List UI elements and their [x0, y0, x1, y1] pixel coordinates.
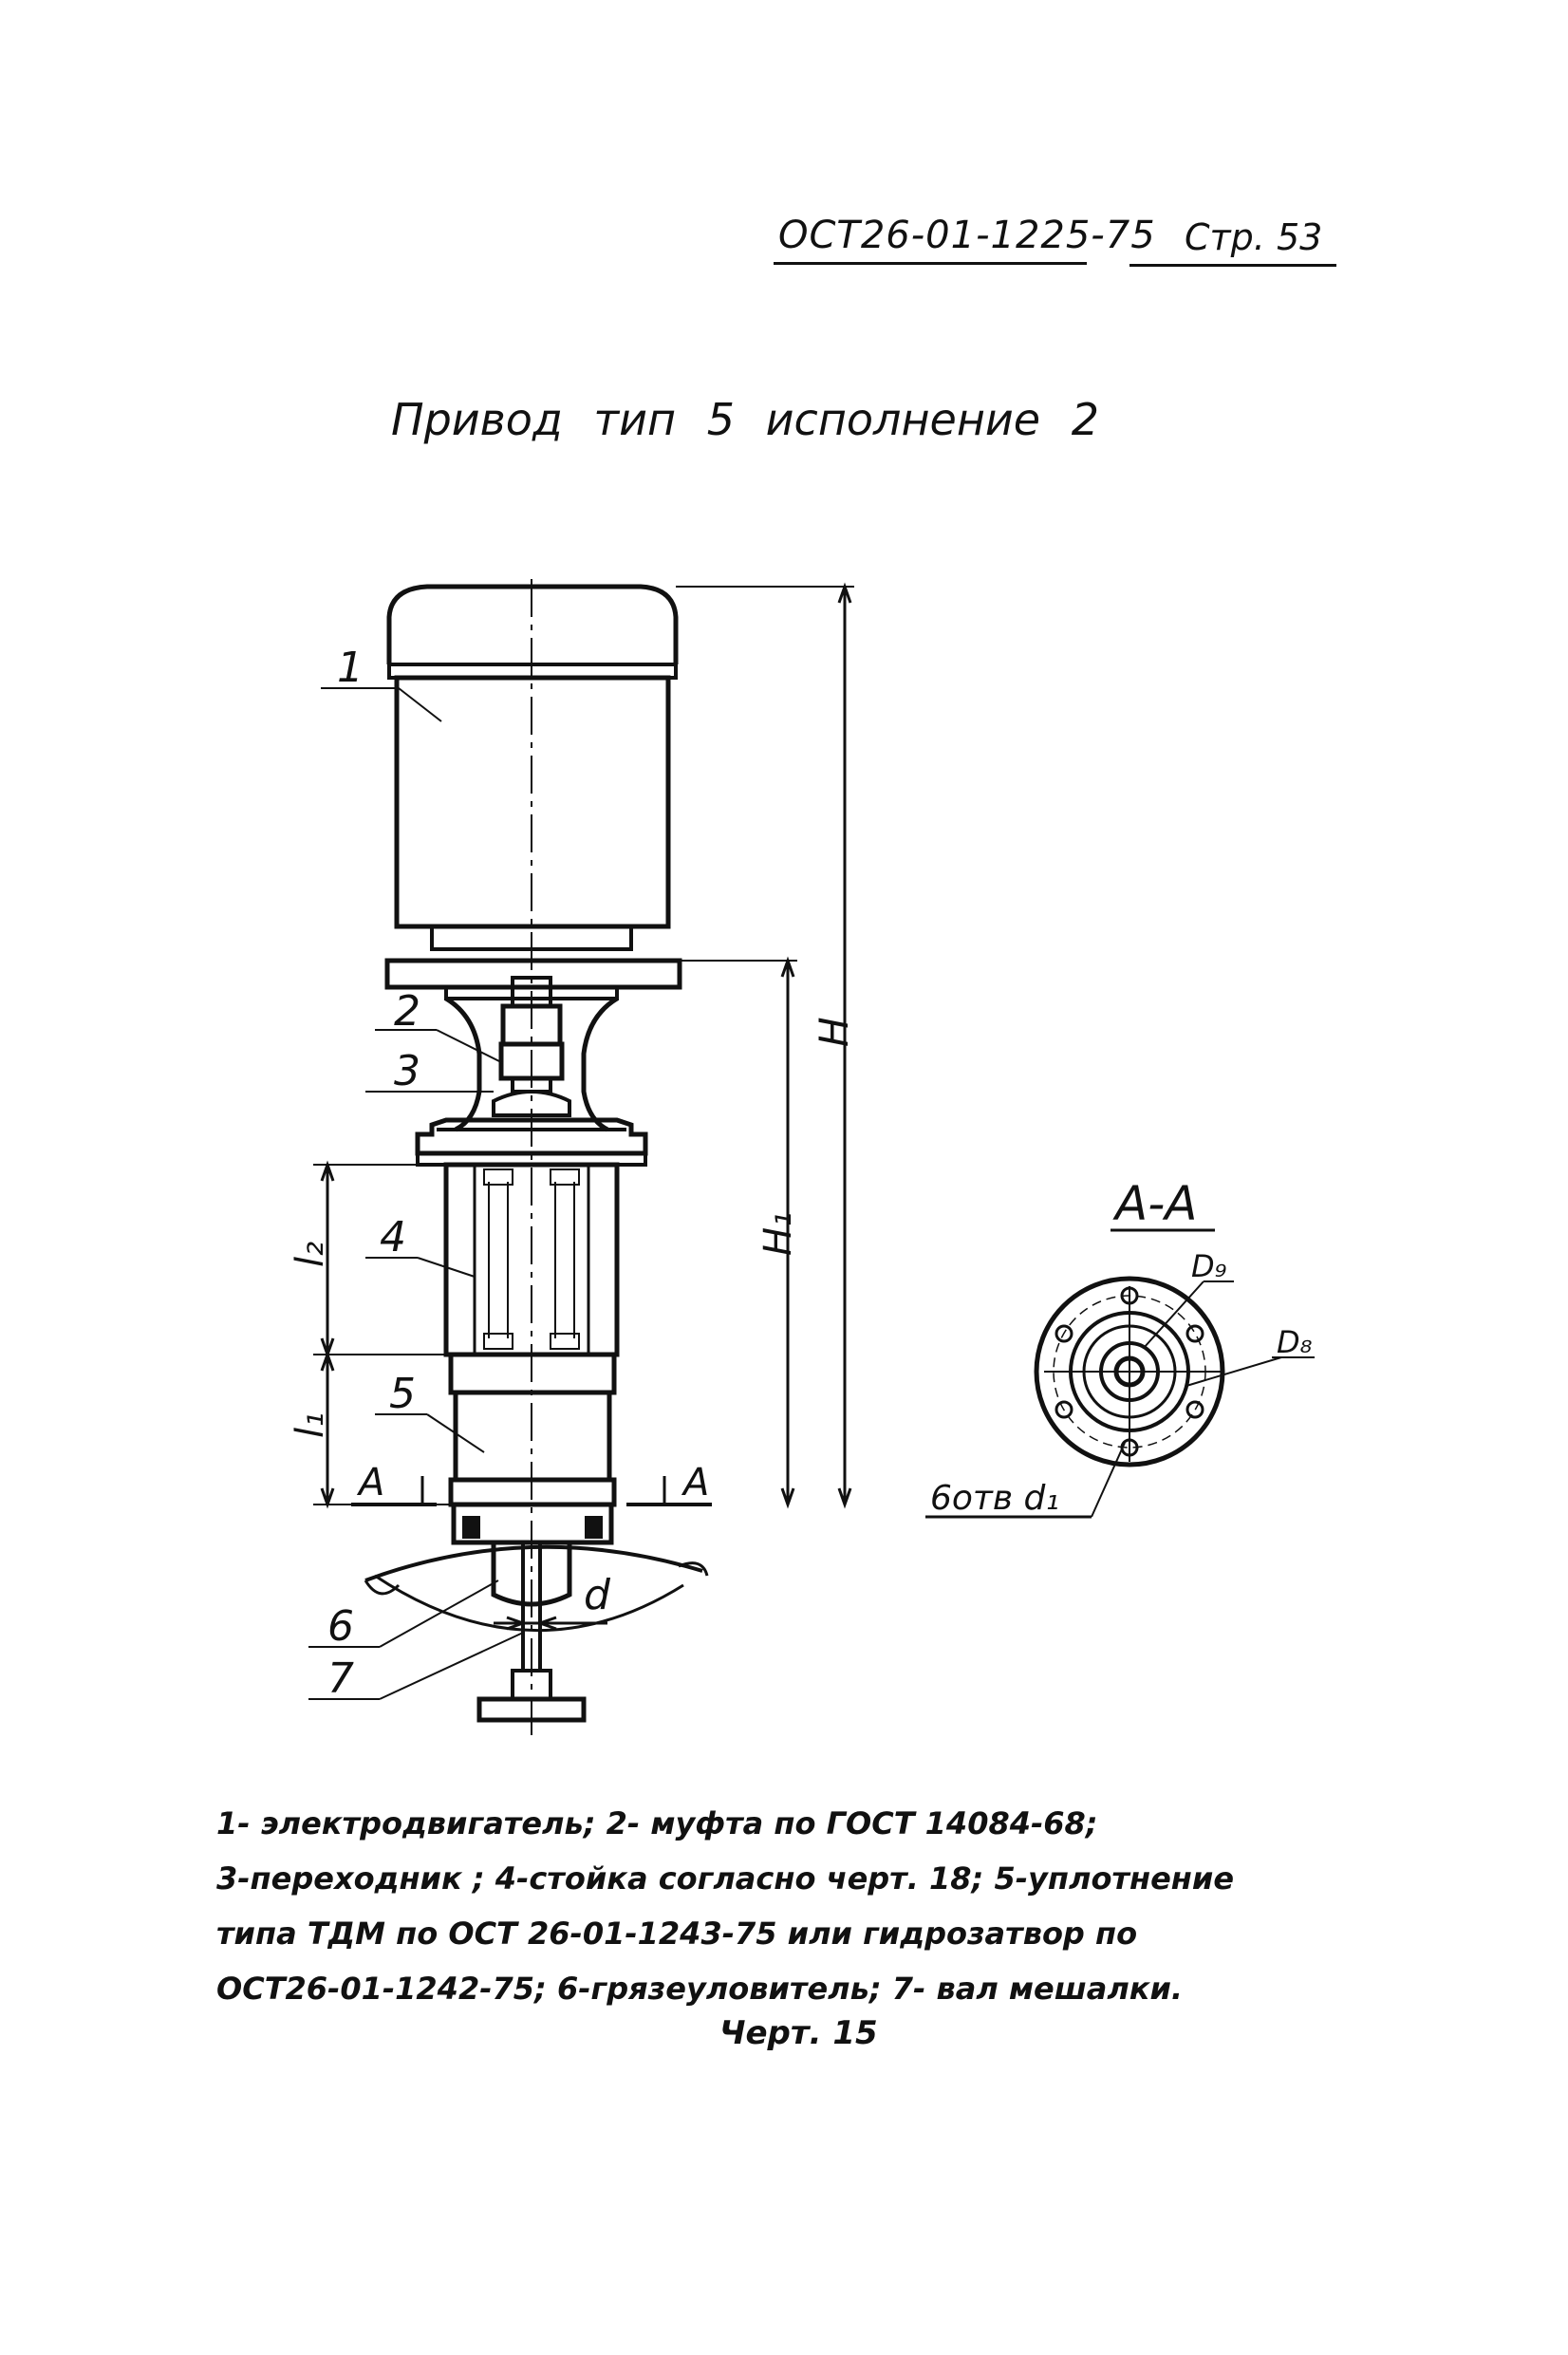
- callout-6: 6: [327, 1602, 354, 1651]
- callout-1: 1: [337, 644, 364, 692]
- dimension-H: [676, 587, 857, 1505]
- callout-2: 2: [394, 987, 420, 1036]
- dimension-H1: [680, 961, 800, 1505]
- section-D8-label: D₈: [1277, 1324, 1313, 1360]
- document-code: ОСТ26-01-1225-75: [778, 214, 1156, 257]
- dimension-H-label: H: [811, 1017, 857, 1047]
- legend-line-3: типа ТДМ по ОСТ 26-01-1243-75 или гидрозатвор по: [216, 1916, 1138, 1952]
- callouts: [308, 688, 523, 1699]
- dimension-H1-label: H₁: [756, 1211, 800, 1256]
- section-mark-right: A: [683, 1461, 710, 1505]
- section-mark-left: A: [359, 1461, 385, 1505]
- callout-7: 7: [327, 1654, 354, 1703]
- figure-caption: Черт. 15: [719, 2014, 878, 2052]
- legend: [216, 1796, 1355, 2016]
- callout-5: 5: [389, 1370, 416, 1418]
- vessel-lid: [365, 1547, 702, 1580]
- dimension-l2-label: l₂: [289, 1241, 332, 1267]
- callout-3: 3: [394, 1047, 420, 1095]
- section-view-title: А-А: [1115, 1176, 1198, 1231]
- drawing-title: Привод тип 5 исполнение 2: [391, 394, 1099, 445]
- legend-line-1: 1- электродвигатель; 2- муфта по ГОСТ 14084-68;: [216, 1805, 1098, 1841]
- legend-line-4: ОСТ26-01-1242-75; 6-грязеуловитель; 7- вал мешалки.: [216, 1971, 1184, 2007]
- section-holes-label: 6отв d₁: [930, 1479, 1059, 1518]
- section-view: [925, 1176, 1315, 1518]
- legend-line-2: 3-переходник ; 4-стойка согласно черт. 18; 5-уплотнение: [216, 1860, 1235, 1897]
- callout-4: 4: [380, 1213, 406, 1262]
- dimension-l: [289, 1165, 454, 1505]
- dimension-l1-label: l₁: [289, 1411, 332, 1438]
- section-D9-label: D₉: [1191, 1248, 1227, 1284]
- dimension-d-label: d: [584, 1571, 610, 1619]
- page-number: Стр. 53: [1185, 216, 1323, 258]
